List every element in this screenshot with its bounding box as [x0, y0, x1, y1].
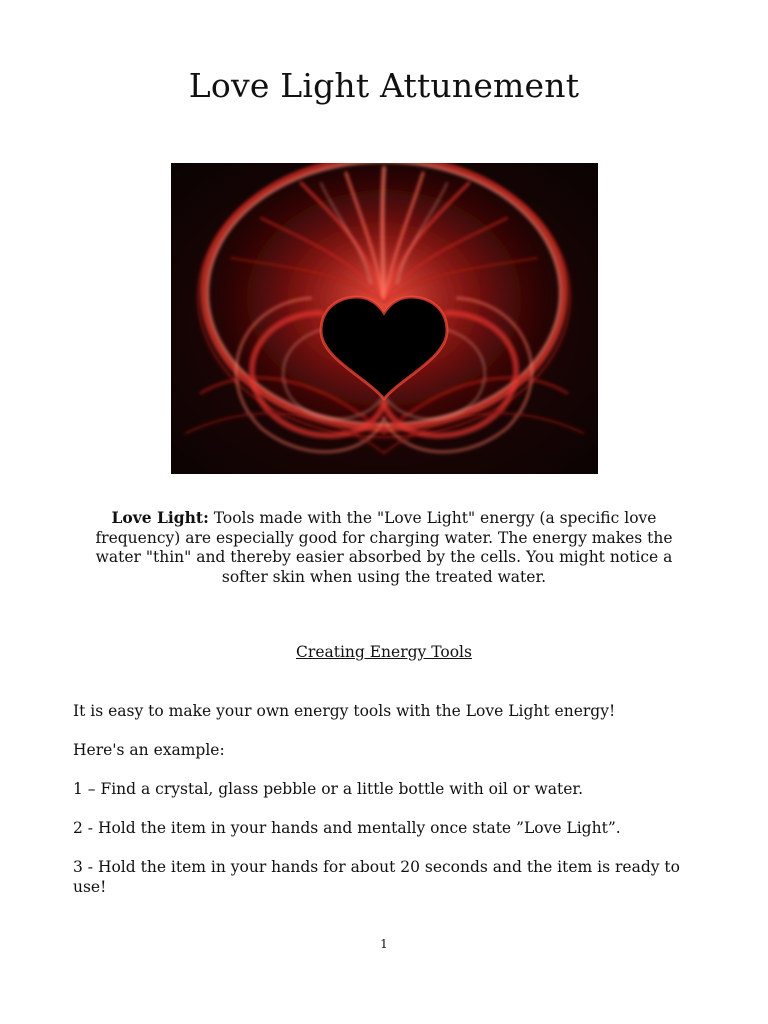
love-heart-illustration — [171, 163, 598, 474]
step-1: 1 – Find a crystal, glass pebble or a little bottle with oil or water. — [73, 780, 583, 798]
intro-paragraph — [86, 508, 682, 587]
step-2: 2 - Hold the item in your hands and mentally once state ”Love Light”. — [73, 819, 621, 837]
page-number: 1 — [380, 937, 388, 951]
intro-body: Tools made with the "Love Light" energy (a specific love frequency) are especially good for charging water. The energy makes the water "thin" and thereby easier absorbed by the cells. You might notice a softer skin when using the treated water. — [95, 509, 673, 586]
section-heading: Creating Energy Tools — [296, 643, 472, 661]
body-paragraph: It is easy to make your own energy tools with the Love Light energy! — [73, 702, 616, 720]
document-title: Love Light Attunement — [188, 66, 580, 105]
body-paragraph: Here's an example: — [73, 741, 225, 759]
intro-lead: Love Light: — [111, 508, 209, 527]
step-3: 3 - Hold the item in your hands for about 20 seconds and the item is ready to use! — [73, 858, 680, 896]
